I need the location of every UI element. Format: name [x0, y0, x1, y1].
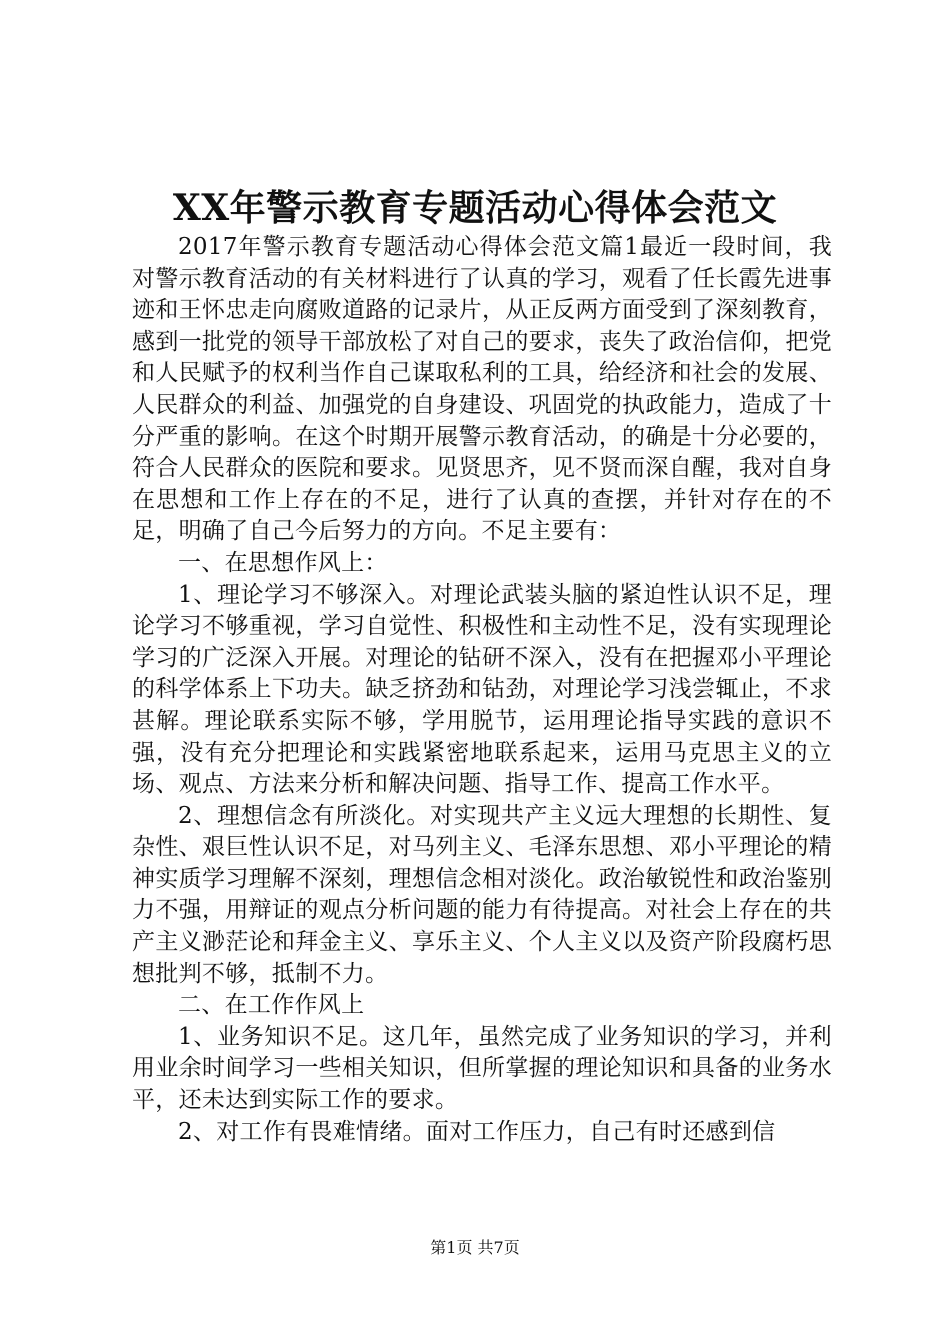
section-heading-work: 二、在工作作风上: [178, 992, 365, 1019]
paragraph-theory-study: 1、理论学习不够深入。对理论武装头脑的紧迫性认识不足，理论学习不够重视，学习自觉性、积极性和主动性不足，没有实现理论学习的广泛深入开展。对理论的钻研不深入，没有在把握邓小平理论的科学体系上下功夫。缺乏挤劲和钻劲，对理论学习浅尝辄止，不求甚解。理论联系实际不够，学用脱节，运用理论指导实践的意识不强，没有充分把理论和实践紧密地联系起来，运用马克思主义的立场、观点、方法来分析和解决问题、指导工作、提高工作水平。: [132, 581, 832, 798]
paragraph-knowledge: 1、业务知识不足。这几年，虽然完成了业务知识的学习，并利用业余时间学习一些相关知识，但所掌握的理论知识和具备的业务水平，还未达到实际工作的要求。: [132, 1023, 832, 1114]
document-body: [132, 232, 832, 1148]
paragraph-intro: 2017年警示教育专题活动心得体会范文篇1最近一段时间，我对警示教育活动的有关材料进行了认真的学习，观看了任长霞先进事迹和王怀忠走向腐败道路的记录片，从正反两方面受到了深刻教育，感到一批党的领导干部放松了对自己的要求，丧失了政治信仰，把党和人民赋予的权利当作自己谋取私利的工具，给经济和社会的发展、人民群众的利益、加强党的自身建设、巩固党的执政能力，造成了十分严重的影响。在这个时期开展警示教育活动，的确是十分必要的，符合人民群众的医院和要求。见贤思齐，见不贤而深自醒，我对自身在思想和工作上存在的不足，进行了认真的查摆，并针对存在的不足，明确了自己今后努力的方向。不足主要有：: [132, 234, 832, 545]
section-heading-thought: 一、在思想作风上：: [178, 549, 388, 576]
page-number-footer: 第1页 共7页: [430, 1238, 520, 1257]
document-title: XX年警示教育专题活动心得体会范文: [172, 187, 778, 229]
paragraph-difficulty: 2、对工作有畏难情绪。面对工作压力，自己有时还感到信: [178, 1118, 776, 1145]
paragraph-ideals: 2、理想信念有所淡化。对实现共产主义远大理想的长期性、复杂性、艰巨性认识不足，对马列主义、毛泽东思想、邓小平理论的精神实质学习理解不深刻，理想信念相对淡化。政治敏锐性和政治鉴别力不强，用辩证的观点分析问题的能力有待提高。对社会上存在的共产主义渺茫论和拜金主义、享乐主义、个人主义以及资产阶段腐朽思想批判不够，抵制不力。: [132, 802, 832, 987]
